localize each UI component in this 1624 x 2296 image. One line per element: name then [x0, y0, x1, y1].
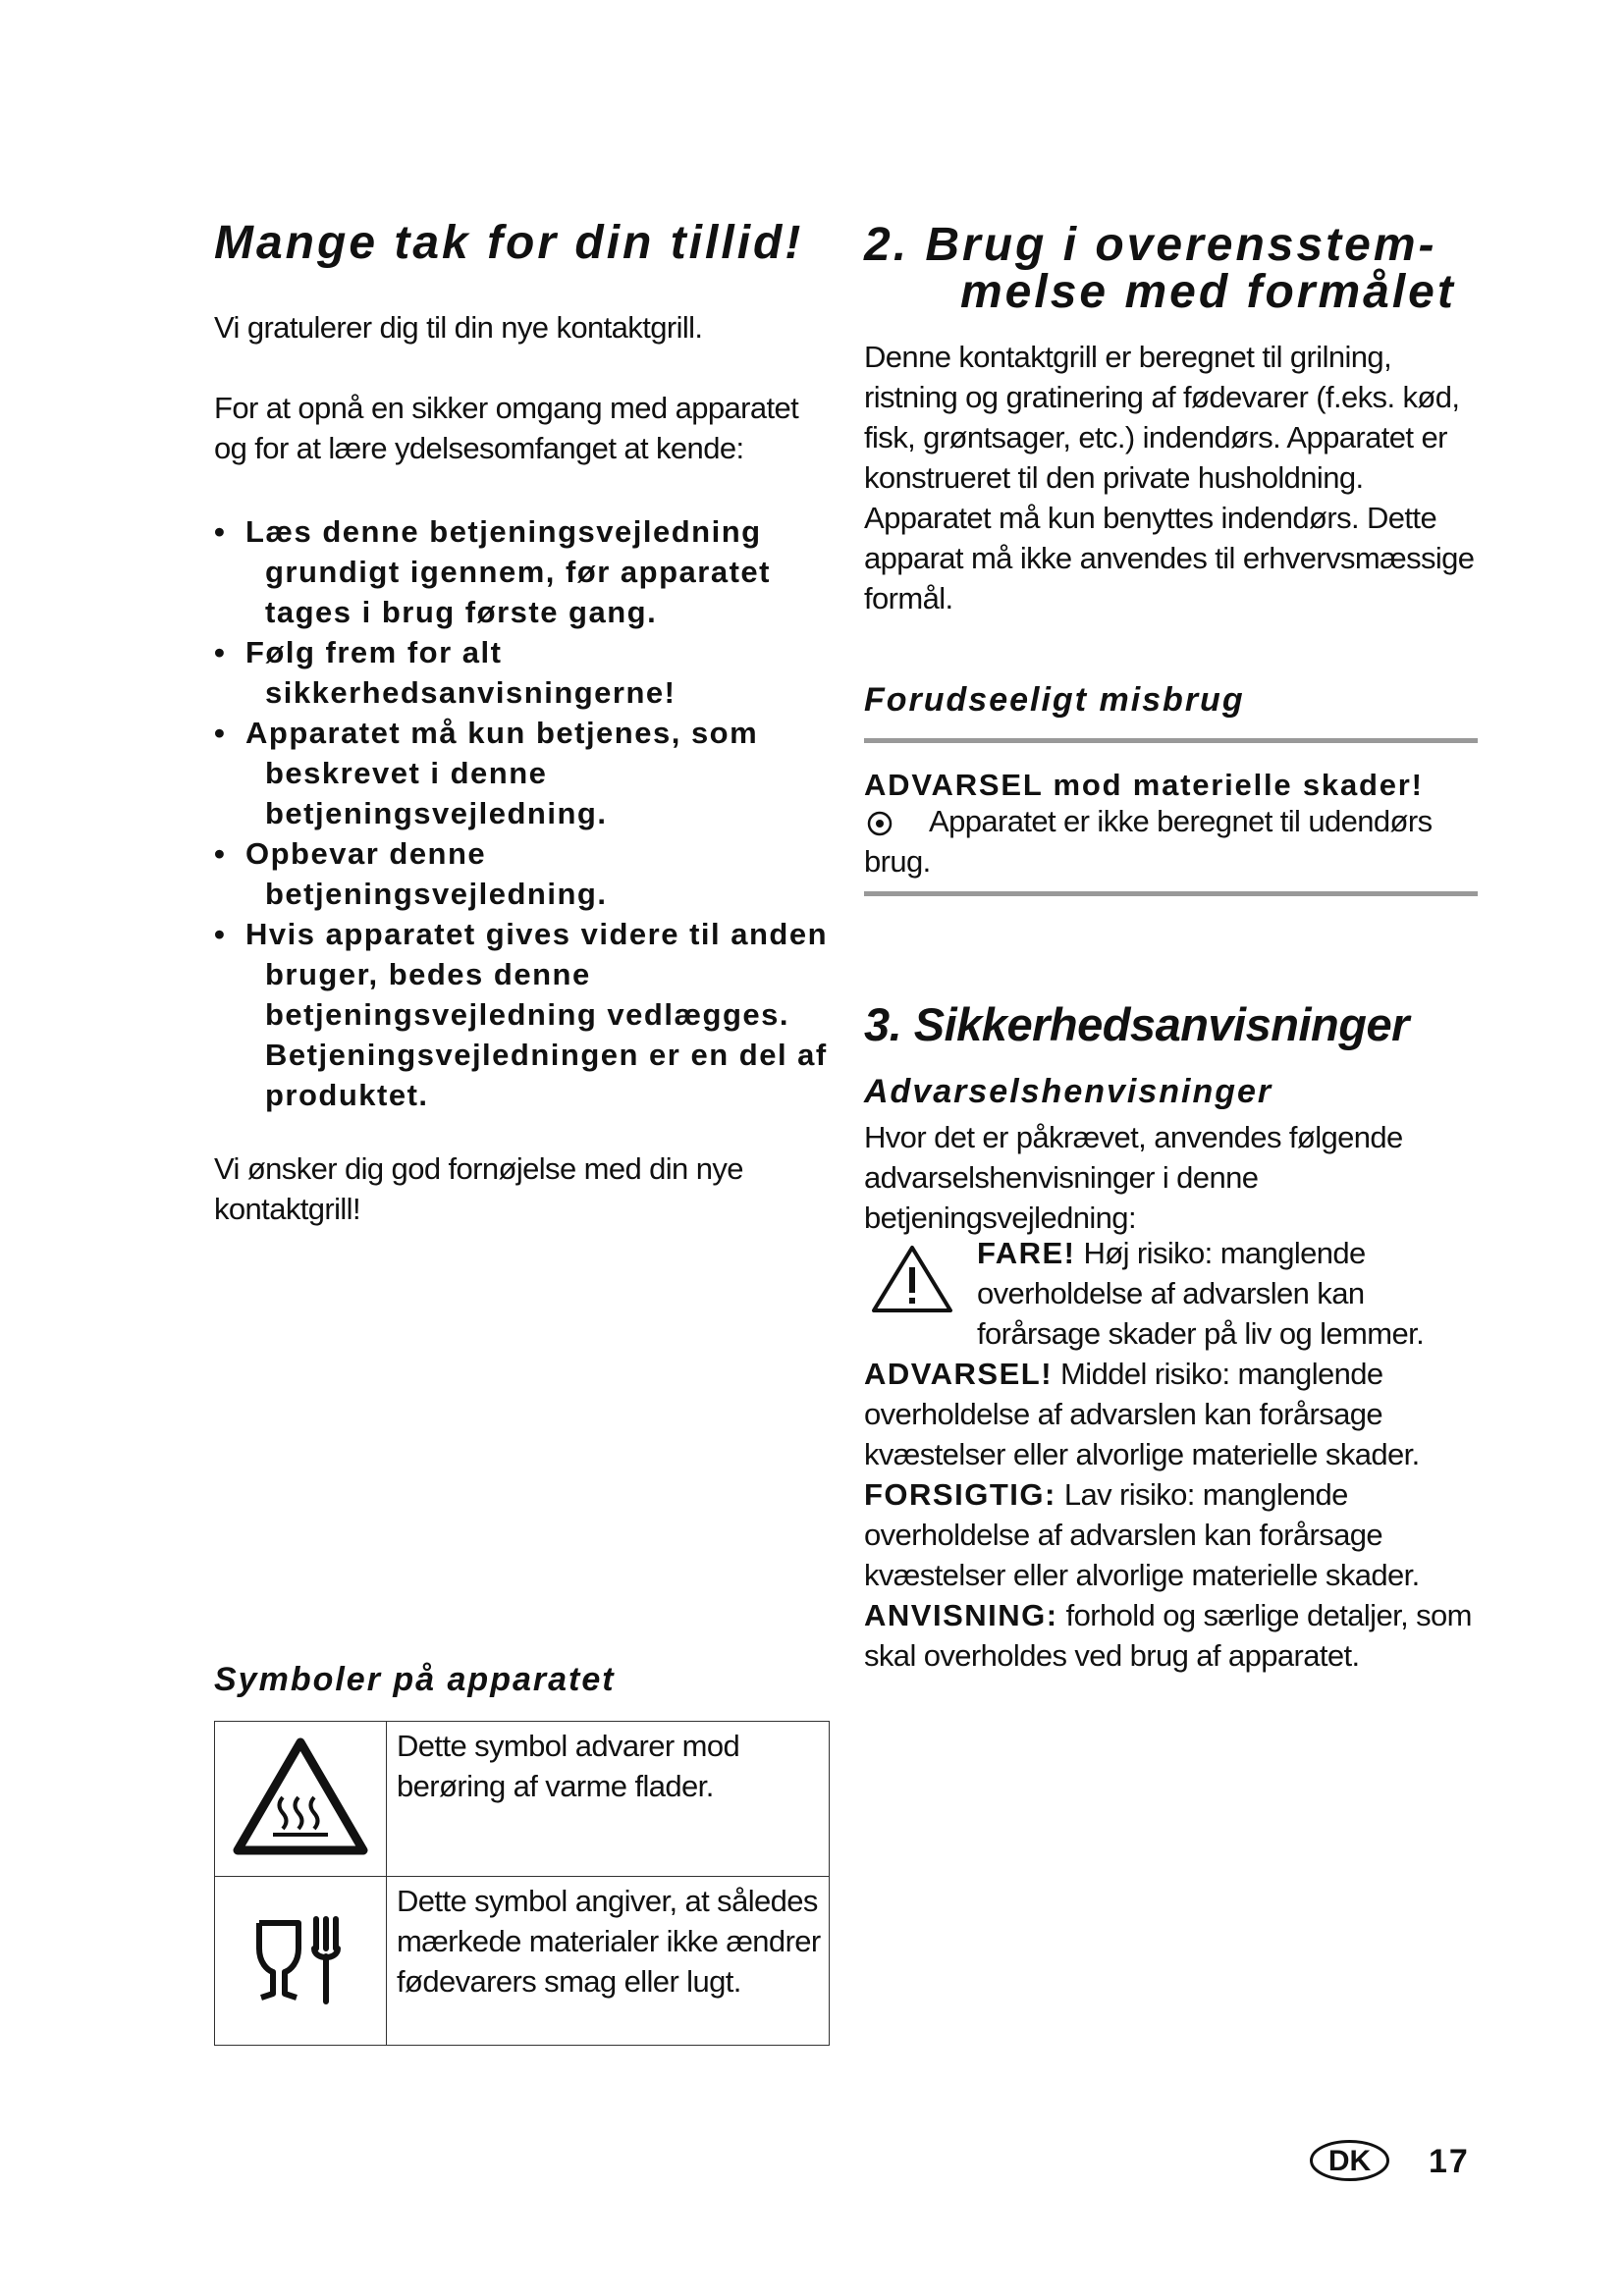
anvisning-label: ANVISNING:: [864, 1598, 1058, 1632]
section-3-title: 3. Sikkerhedsanvisninger: [864, 998, 1409, 1050]
list-item: • Hvis apparatet gives videre til anden bruger, bedes denne betjeningsvejledning vedlægges. Betjeningsvejledningen er en del af produktet.: [214, 914, 831, 1115]
section-2-body: Denne kontaktgrill er beregnet til grilning, ristning og gratinering af fødevarer (f.eks. kød, fisk, grøntsager, etc.) indendørs. Apparatet er konstrueret til den private husholdning. Apparatet må kun benyttes indendørs. Dette apparat må ikke anvendes til erhvervsmæssige formål.: [864, 340, 1475, 615]
intro-paragraph: Vi gratulerer dig til din nye kontaktgrill.: [214, 310, 703, 345]
intro-paragraph-2: For at opnå en sikker omgang med apparatet og for at lære ydelsesomfanget at kende:: [214, 391, 799, 465]
advarsel-text: Middel risiko: manglende overholdelse af advarslen kan forårsage kvæstelser eller alvorlige materielle skader.: [864, 1357, 1420, 1471]
list-item: • Apparatet må kun betjenes, som beskrevet i denne betjeningsvejledning.: [214, 713, 831, 833]
symbol-icon-cell: [215, 1877, 387, 2046]
forsigtig-description: [864, 1474, 1481, 1595]
forsigtig-text: Lav risiko: manglende overholdelse af advarslen kan forårsage kvæstelser eller alvorlige materielle skader.: [864, 1477, 1420, 1592]
divider-bottom: [864, 891, 1478, 896]
country-code: DK: [1327, 2145, 1372, 2177]
hot-surface-warning-icon: [232, 1736, 369, 1856]
list-item: • Følg frem for alt sikkerhedsanvisningerne!: [214, 632, 831, 713]
list-item: • Læs denne betjeningsvejledning grundigt igennem, før apparatet tages i brug første gang.: [214, 511, 831, 632]
page-number: 17: [1429, 2143, 1470, 2180]
closing-paragraph: Vi ønsker dig god fornøjelse med din nye kontaktgrill!: [214, 1151, 743, 1226]
page-title: Mange tak for din tillid!: [214, 217, 804, 269]
symbol-icon-cell: [215, 1722, 387, 1877]
fare-text: Høj risiko: manglende overholdelse af advarslen kan forårsage skader på liv og lemmer.: [977, 1236, 1425, 1351]
instruction-list: [214, 511, 831, 1115]
table-row: [215, 1722, 830, 1877]
symbols-heading: Symboler på apparatet: [214, 1661, 616, 1698]
fare-label: FARE!: [977, 1236, 1076, 1270]
danger-warning-icon: [870, 1244, 954, 1314]
divider-top: [864, 738, 1478, 743]
section-2-title-line-1: 2. Brug i overensstem-: [864, 219, 1437, 271]
symbols-table: [214, 1721, 830, 2046]
misuse-warning-title: ADVARSEL mod materielle skader!: [864, 768, 1424, 802]
misuse-heading: Forudseeligt misbrug: [864, 681, 1245, 719]
advarsel-description: [864, 1354, 1481, 1474]
warnings-intro: Hvor det er påkrævet, anvendes følgende advarselshenvisninger i denne betjeningsvejledning:: [864, 1120, 1403, 1235]
country-badge: [1309, 2139, 1390, 2182]
advarsel-label: ADVARSEL!: [864, 1357, 1054, 1391]
section-2-title-line-2: melse med formålet: [960, 266, 1456, 318]
fare-description: [977, 1233, 1480, 1354]
anvisning-text: forhold og særlige detaljer, som skal overholdes ved brug af apparatet.: [864, 1598, 1472, 1673]
forsigtig-label: FORSIGTIG:: [864, 1477, 1056, 1512]
warnings-heading: Advarselshenvisninger: [864, 1073, 1273, 1110]
food-safe-icon: [251, 1911, 350, 2005]
list-item: • Opbevar denne betjeningsvejledning.: [214, 833, 831, 914]
symbol-description: Dette symbol advarer mod berøring af varme flader.: [387, 1722, 830, 1877]
symbol-description: Dette symbol angiver, at således mærkede materialer ikke ændrer fødevarers smag eller lugt.: [387, 1877, 830, 2046]
misuse-item-text: Apparatet er ikke beregnet til udendørs brug.: [864, 804, 1433, 879]
table-row: [215, 1877, 830, 2046]
anvisning-description: [864, 1595, 1481, 1676]
